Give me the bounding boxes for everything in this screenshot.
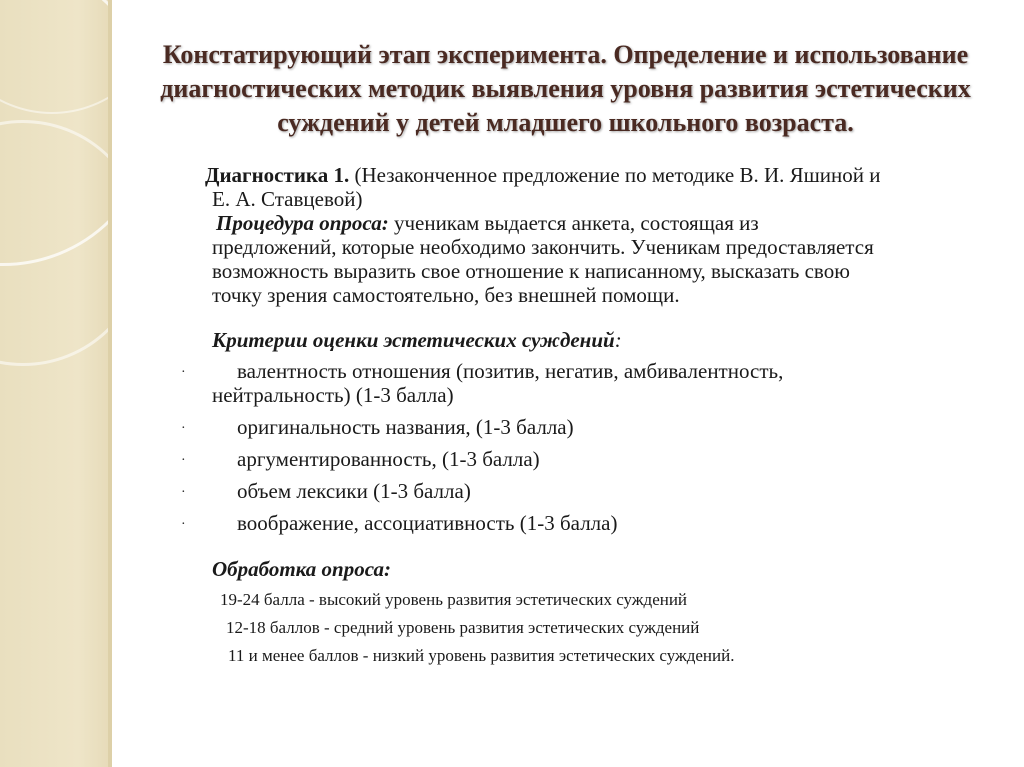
bullet: ·	[181, 485, 186, 500]
diagnostic-label: Диагностика 1.	[205, 163, 350, 187]
sidebar-edge	[108, 0, 112, 767]
level-high: 19-24 балла - высокий уровень развития эстетических суждений	[220, 590, 688, 609]
diagnostic-text-cont: Е. А. Ставцевой)	[212, 187, 363, 211]
criteria-heading-line	[212, 328, 622, 353]
procedure-label: Процедура опроса:	[216, 211, 389, 235]
slide-title: Констатирующий этап эксперимента. Определение и использование диагностических методик выявления уровня развития эстетических суждений у детей младшего школьного возраста.	[160, 40, 971, 137]
bullet: ·	[181, 453, 186, 468]
criteria-heading: Критерии оценки эстетических суждений	[212, 328, 615, 352]
decorative-sidebar	[0, 0, 112, 767]
criteria-item: воображение, ассоциативность (1-3 балла)	[237, 511, 618, 535]
criteria-item: валентность отношения (позитив, негатив, амбивалентность,	[237, 359, 784, 383]
bullet: ·	[181, 421, 186, 436]
diagnostic-text: (Незаконченное предложение по методике В. И. Яшиной и	[349, 163, 881, 187]
processing-heading: Обработка опроса:	[212, 557, 392, 581]
level-low: 11 и менее баллов - низкий уровень развития эстетических суждений.	[228, 646, 735, 665]
procedure-text: ученикам выдается анкета, состоящая из	[388, 211, 759, 235]
criteria-item: оригинальность названия, (1-3 балла)	[237, 415, 574, 439]
criteria-item-cont: нейтральность) (1-3 балла)	[212, 383, 454, 407]
decorative-circle	[0, 120, 112, 366]
procedure-text-line: возможность выразить свое отношение к написанному, высказать свою	[212, 259, 850, 283]
procedure-text-line: точку зрения самостоятельно, без внешней помощи.	[212, 283, 680, 307]
level-medium: 12-18 баллов - средний уровень развития эстетических суждений	[226, 618, 700, 637]
criteria-item: объем лексики (1-3 балла)	[237, 479, 471, 503]
procedure-line	[216, 211, 759, 236]
bullet: ·	[181, 365, 186, 380]
bullet: ·	[181, 517, 186, 532]
criteria-heading-colon: :	[614, 328, 622, 352]
procedure-text-line: предложений, которые необходимо закончить. Ученикам предоставляется	[212, 235, 874, 259]
diagnostic-line	[205, 163, 881, 188]
decorative-circle	[0, 0, 112, 114]
criteria-item: аргументированность, (1-3 балла)	[237, 447, 540, 471]
